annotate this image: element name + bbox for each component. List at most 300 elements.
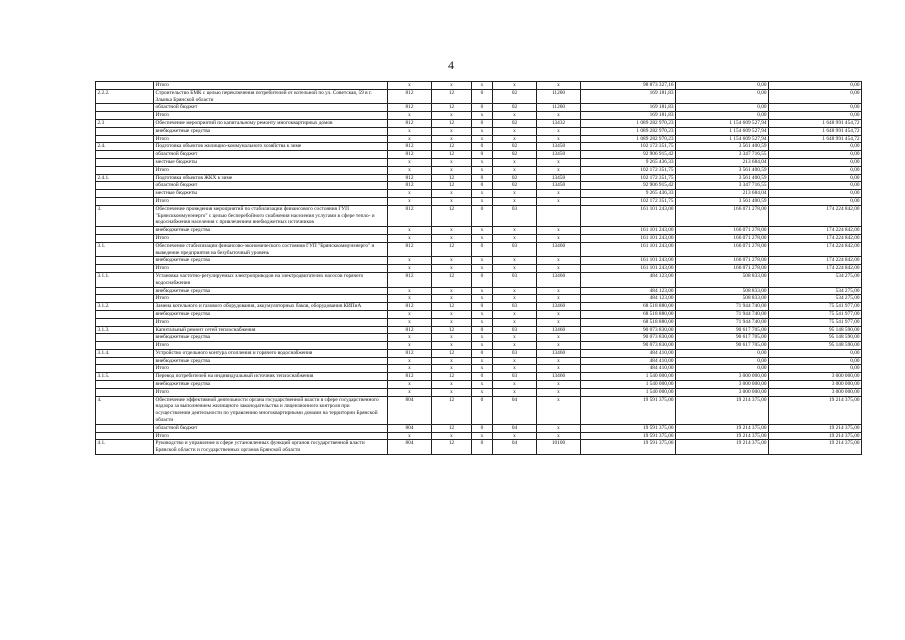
code-program: 02 (493, 119, 537, 127)
row-number (96, 227, 154, 235)
code-section: х (432, 265, 472, 273)
code-program: 02 (493, 104, 537, 112)
amount-year2: 0,00 (676, 357, 769, 365)
table-row (96, 82, 862, 90)
row-number (96, 388, 154, 396)
code-admin: х (388, 257, 432, 265)
row-name: Итого (154, 112, 388, 120)
code-section: х (432, 227, 472, 235)
amount-year2: 1 154 609 527,94 (676, 119, 769, 127)
row-name: областной бюджет (154, 424, 388, 432)
row-number (96, 432, 154, 440)
amount-year2: 71 944 740,00 (676, 318, 769, 326)
page-number: 4 (448, 58, 454, 72)
amount-year1: 19 591 375,00 (581, 424, 676, 432)
code-item: х (537, 257, 581, 265)
row-number (96, 265, 154, 273)
code-section: х (432, 135, 472, 143)
code-section: х (432, 190, 472, 198)
amount-year2: 166 071 278,00 (676, 234, 769, 242)
code-subsection: 0 (472, 89, 493, 104)
code-admin: х (388, 432, 432, 440)
code-item: 13460 (537, 326, 581, 334)
row-name: Замена котельного и газового оборудования, аккумуляторных баков, оборудования КИПиА (154, 303, 388, 311)
row-name: Итого (154, 365, 388, 373)
row-number (96, 287, 154, 295)
row-number (96, 257, 154, 265)
table-row (96, 104, 862, 112)
code-item: 13460 (537, 303, 581, 311)
code-subsection: х (472, 127, 493, 135)
code-program: х (493, 190, 537, 198)
code-subsection: х (472, 381, 493, 389)
code-subsection: х (472, 158, 493, 166)
code-item: х (537, 287, 581, 295)
table-row (96, 227, 862, 235)
row-name: Итого (154, 197, 388, 205)
row-name: местные бюджеты (154, 190, 388, 198)
amount-year1: 92 906 915,42 (581, 151, 676, 159)
code-section: х (432, 381, 472, 389)
row-name: Обеспечение эффективной деятельности органа государственной власти в сфере государственного надзора за выполнением жилищного законодательства и лицензионного контроля при осуществлении деятельности по управлению многоквартирными домами на территории Брянской области (154, 396, 388, 424)
amount-year1: 68 518 880,00 (581, 303, 676, 311)
amount-year1: 92 906 915,42 (581, 182, 676, 190)
row-number: 3.1.1. (96, 272, 154, 287)
amount-year2: 19 214 375,00 (676, 424, 769, 432)
code-item: х (537, 112, 581, 120)
row-name: Обеспечение мероприятий по капитальному ремонту многоквартирных домов (154, 119, 388, 127)
code-section: х (432, 197, 472, 205)
row-number (96, 135, 154, 143)
code-section: 12 (432, 205, 472, 226)
row-name: Обеспечение проведения мероприятий по стабилизации финансового состояния ГУП "Брянсккоммунэнерго" с целью бесперебойного снабжения населения услугами в сфере тепло- и водоснабжения населения с привлечением внебюджетных источников (154, 205, 388, 226)
code-item: 10100 (537, 440, 581, 455)
amount-year2: 90 617 705,00 (676, 334, 769, 342)
row-number (96, 190, 154, 198)
code-item: 13432 (537, 119, 581, 127)
row-number (96, 310, 154, 318)
code-program: 03 (493, 272, 537, 287)
amount-year1: 90 073 830,00 (581, 326, 676, 334)
code-item: 13450 (537, 182, 581, 190)
code-program: х (493, 295, 537, 303)
table-row (96, 265, 862, 273)
amount-year1: 102 172 351,75 (581, 166, 676, 174)
amount-year1: 484 123,00 (581, 287, 676, 295)
code-subsection: 0 (472, 440, 493, 455)
amount-year2: 3 561 400,59 (676, 174, 769, 182)
code-subsection: х (472, 112, 493, 120)
code-subsection: х (472, 310, 493, 318)
row-name: областной бюджет (154, 151, 388, 159)
code-admin: х (388, 342, 432, 350)
code-admin: х (388, 234, 432, 242)
code-subsection: 0 (472, 349, 493, 357)
amount-year3: 0,00 (769, 166, 862, 174)
code-section: 12 (432, 303, 472, 311)
code-item: х (537, 265, 581, 273)
code-program: 02 (493, 182, 537, 190)
amount-year3: 174 224 842,00 (769, 205, 862, 226)
row-name: областной бюджет (154, 182, 388, 190)
code-item: х (537, 135, 581, 143)
code-admin: х (388, 127, 432, 135)
code-admin: 812 (388, 272, 432, 287)
amount-year3: 1 648 991 454,72 (769, 135, 862, 143)
code-program: 04 (493, 424, 537, 432)
amount-year3: 19 214 375,00 (769, 396, 862, 424)
code-section: 12 (432, 272, 472, 287)
code-section: 12 (432, 373, 472, 381)
table-row (96, 190, 862, 198)
amount-year3: 0,00 (769, 82, 862, 90)
row-number (96, 82, 154, 90)
table-row (96, 174, 862, 182)
code-admin: х (388, 365, 432, 373)
row-number (96, 334, 154, 342)
amount-year3: 19 214 375,00 (769, 440, 862, 455)
amount-year2: 166 071 278,00 (676, 205, 769, 226)
code-item: х (537, 295, 581, 303)
amount-year3: 0,00 (769, 357, 862, 365)
code-admin: 804 (388, 440, 432, 455)
row-name: Строительство БМК с целью переключения потребителей от котельной по ул. Советская, 59 в г. Злынка Брянской области (154, 89, 388, 104)
amount-year2: 19 214 375,00 (676, 440, 769, 455)
row-number: 4. (96, 396, 154, 424)
amount-year2: 3 000 000,00 (676, 388, 769, 396)
code-admin: х (388, 158, 432, 166)
row-name: Итого (154, 135, 388, 143)
code-admin: 812 (388, 303, 432, 311)
code-subsection: 0 (472, 119, 493, 127)
amount-year1: 484 123,00 (581, 295, 676, 303)
code-section: 12 (432, 174, 472, 182)
code-item: 13460 (537, 349, 581, 357)
amount-year2: 71 944 740,00 (676, 303, 769, 311)
table-row (96, 357, 862, 365)
row-number (96, 166, 154, 174)
amount-year3: 534 275,00 (769, 295, 862, 303)
code-item: х (537, 190, 581, 198)
table-row (96, 295, 862, 303)
code-program: х (493, 334, 537, 342)
code-section: 12 (432, 242, 472, 257)
code-subsection: х (472, 166, 493, 174)
code-program: х (493, 265, 537, 273)
table-row (96, 234, 862, 242)
amount-year1: 169 181,83 (581, 89, 676, 104)
amount-year1: 19 591 375,00 (581, 432, 676, 440)
table-row (96, 89, 862, 104)
code-subsection: х (472, 82, 493, 90)
amount-year2: 166 071 278,00 (676, 227, 769, 235)
amount-year3: 19 214 375,00 (769, 432, 862, 440)
amount-year1: 102 172 351,75 (581, 197, 676, 205)
code-admin: х (388, 166, 432, 174)
code-subsection: 0 (472, 182, 493, 190)
amount-year1: 161 101 243,00 (581, 242, 676, 257)
amount-year1: 1 540 000,00 (581, 373, 676, 381)
amount-year3: 0,00 (769, 197, 862, 205)
table-row (96, 373, 862, 381)
code-admin: х (388, 310, 432, 318)
amount-year3: 0,00 (769, 89, 862, 104)
code-admin: 804 (388, 396, 432, 424)
code-item: х (537, 318, 581, 326)
amount-year1: 169 181,83 (581, 104, 676, 112)
row-number (96, 104, 154, 112)
code-admin: 812 (388, 349, 432, 357)
row-number: 4.1. (96, 440, 154, 455)
table-row (96, 396, 862, 424)
amount-year2: 3 561 400,59 (676, 166, 769, 174)
row-name: Капитальный ремонт сетей теплоснабжения (154, 326, 388, 334)
amount-year1: 90 073 830,00 (581, 334, 676, 342)
code-admin: 812 (388, 242, 432, 257)
code-item: 13460 (537, 373, 581, 381)
code-section: 12 (432, 89, 472, 104)
row-number (96, 318, 154, 326)
table-row (96, 349, 862, 357)
amount-year2: 508 833,00 (676, 295, 769, 303)
amount-year1: 484 410,00 (581, 349, 676, 357)
code-section: 12 (432, 326, 472, 334)
code-admin: 804 (388, 424, 432, 432)
code-program: 04 (493, 440, 537, 455)
row-number (96, 234, 154, 242)
code-section: 12 (432, 440, 472, 455)
amount-year3: 3 000 000,00 (769, 381, 862, 389)
code-section: х (432, 112, 472, 120)
amount-year2: 90 617 705,00 (676, 342, 769, 350)
amount-year2: 3 347 716,55 (676, 151, 769, 159)
code-admin: 812 (388, 326, 432, 334)
code-program: х (493, 82, 537, 90)
code-admin: х (388, 334, 432, 342)
amount-year3: 95 148 590,00 (769, 342, 862, 350)
amount-year3: 174 224 842,00 (769, 234, 862, 242)
amount-year2: 71 944 740,00 (676, 310, 769, 318)
row-number (96, 112, 154, 120)
amount-year1: 90 073 830,00 (581, 342, 676, 350)
code-program: х (493, 388, 537, 396)
code-item: х (537, 381, 581, 389)
code-program: 02 (493, 143, 537, 151)
table-row (96, 440, 862, 455)
code-program: 03 (493, 205, 537, 226)
code-section: х (432, 234, 472, 242)
code-admin: 812 (388, 373, 432, 381)
row-name: Итого (154, 432, 388, 440)
code-admin: х (388, 381, 432, 389)
amount-year2: 19 214 375,00 (676, 432, 769, 440)
amount-year1: 1 089 282 970,23 (581, 127, 676, 135)
code-program: 03 (493, 242, 537, 257)
code-subsection: х (472, 342, 493, 350)
row-number: 3. (96, 205, 154, 226)
code-admin: х (388, 388, 432, 396)
amount-year3: 174 224 842,00 (769, 242, 862, 257)
row-number: 2.3 (96, 119, 154, 127)
amount-year3: 0,00 (769, 112, 862, 120)
row-number: 3.1.5. (96, 373, 154, 381)
table-row (96, 326, 862, 334)
amount-year3: 1 648 991 454,72 (769, 127, 862, 135)
code-item: х (537, 424, 581, 432)
amount-year1: 161 101 243,00 (581, 234, 676, 242)
code-item: х (537, 396, 581, 424)
amount-year3: 75 541 977,00 (769, 310, 862, 318)
code-section: х (432, 342, 472, 350)
code-subsection: 0 (472, 151, 493, 159)
table-row (96, 112, 862, 120)
code-item: 11260 (537, 104, 581, 112)
code-item: х (537, 357, 581, 365)
code-item: х (537, 365, 581, 373)
amount-year1: 1 089 282 970,23 (581, 119, 676, 127)
row-number: 3.1.3. (96, 326, 154, 334)
row-name: Итого (154, 295, 388, 303)
code-subsection: 0 (472, 272, 493, 287)
code-item: х (537, 334, 581, 342)
row-number: 2.4. (96, 143, 154, 151)
row-name: внебюджетные средства (154, 334, 388, 342)
table-row (96, 303, 862, 311)
amount-year2: 0,00 (676, 349, 769, 357)
row-name: Итого (154, 166, 388, 174)
amount-year2: 19 214 375,00 (676, 396, 769, 424)
row-name: местные бюджеты (154, 158, 388, 166)
table-row (96, 318, 862, 326)
code-admin: 812 (388, 182, 432, 190)
amount-year2: 3 000 000,00 (676, 381, 769, 389)
row-name: Обеспечение стабилизации финансово-экономического состояния ГУП "Брянсккоммунэнерго" и выведение предприятия на безубыточный уровень (154, 242, 388, 257)
table-row (96, 424, 862, 432)
code-item: х (537, 432, 581, 440)
amount-year2: 3 000 000,00 (676, 373, 769, 381)
code-section: 12 (432, 424, 472, 432)
row-name: Руководство и управление в сфере установленных функций органов государственной власти Брянской области и государственных органов Брянской области (154, 440, 388, 455)
code-program: 03 (493, 373, 537, 381)
code-admin: х (388, 82, 432, 90)
code-subsection: х (472, 365, 493, 373)
row-name: внебюджетные средства (154, 257, 388, 265)
code-program: 03 (493, 326, 537, 334)
code-section: х (432, 432, 472, 440)
table-row (96, 342, 862, 350)
code-subsection: х (472, 257, 493, 265)
amount-year2: 166 071 278,00 (676, 242, 769, 257)
row-name: Итого (154, 342, 388, 350)
code-subsection: 0 (472, 396, 493, 424)
code-section: х (432, 257, 472, 265)
code-subsection: 0 (472, 174, 493, 182)
row-number: 3.1.2. (96, 303, 154, 311)
table-row (96, 182, 862, 190)
code-item: х (537, 227, 581, 235)
table-row (96, 365, 862, 373)
table-row (96, 432, 862, 440)
amount-year1: 102 172 351,75 (581, 143, 676, 151)
code-item: х (537, 82, 581, 90)
table-row (96, 119, 862, 127)
code-subsection: х (472, 234, 493, 242)
row-name: Итого (154, 318, 388, 326)
code-subsection: х (472, 227, 493, 235)
code-program: х (493, 342, 537, 350)
code-subsection: 0 (472, 326, 493, 334)
code-admin: 812 (388, 151, 432, 159)
amount-year2: 0,00 (676, 104, 769, 112)
table-row (96, 205, 862, 226)
code-subsection: х (472, 318, 493, 326)
amount-year3: 75 541 977,00 (769, 318, 862, 326)
table-row (96, 272, 862, 287)
code-admin: 812 (388, 89, 432, 104)
code-program: 02 (493, 174, 537, 182)
code-program: 02 (493, 151, 537, 159)
row-name: внебюджетные средства (154, 357, 388, 365)
code-item: х (537, 158, 581, 166)
amount-year2: 166 071 278,00 (676, 265, 769, 273)
row-number: 3.1.4. (96, 349, 154, 357)
table-row (96, 135, 862, 143)
table-row (96, 166, 862, 174)
code-program: 02 (493, 89, 537, 104)
code-subsection: 0 (472, 205, 493, 226)
row-name: внебюджетные средства (154, 287, 388, 295)
code-item: х (537, 127, 581, 135)
code-program: х (493, 197, 537, 205)
table-row (96, 287, 862, 295)
amount-year2: 508 833,00 (676, 272, 769, 287)
row-name: Подготовка объектов ЖКХ к зиме (154, 174, 388, 182)
code-program: х (493, 166, 537, 174)
table-row (96, 242, 862, 257)
amount-year3: 174 224 842,00 (769, 265, 862, 273)
row-name: Итого (154, 265, 388, 273)
code-section: х (432, 357, 472, 365)
code-admin: х (388, 287, 432, 295)
code-subsection: х (472, 287, 493, 295)
row-number (96, 424, 154, 432)
amount-year3: 0,00 (769, 158, 862, 166)
code-admin: х (388, 135, 432, 143)
row-number (96, 182, 154, 190)
code-subsection: 0 (472, 242, 493, 257)
row-name: областной бюджет (154, 104, 388, 112)
code-program: х (493, 257, 537, 265)
amount-year3: 19 214 375,00 (769, 424, 862, 432)
code-subsection: х (472, 135, 493, 143)
amount-year1: 19 591 375,00 (581, 396, 676, 424)
amount-year3: 0,00 (769, 190, 862, 198)
code-section: х (432, 318, 472, 326)
code-program: х (493, 357, 537, 365)
code-item: х (537, 234, 581, 242)
code-admin: х (388, 190, 432, 198)
code-program: х (493, 365, 537, 373)
code-section: х (432, 295, 472, 303)
amount-year1: 9 265 436,33 (581, 190, 676, 198)
amount-year2: 0,00 (676, 82, 769, 90)
code-program: х (493, 127, 537, 135)
amount-year3: 0,00 (769, 104, 862, 112)
amount-year1: 161 101 243,00 (581, 227, 676, 235)
code-item (537, 205, 581, 226)
amount-year3: 0,00 (769, 151, 862, 159)
code-item: х (537, 388, 581, 396)
